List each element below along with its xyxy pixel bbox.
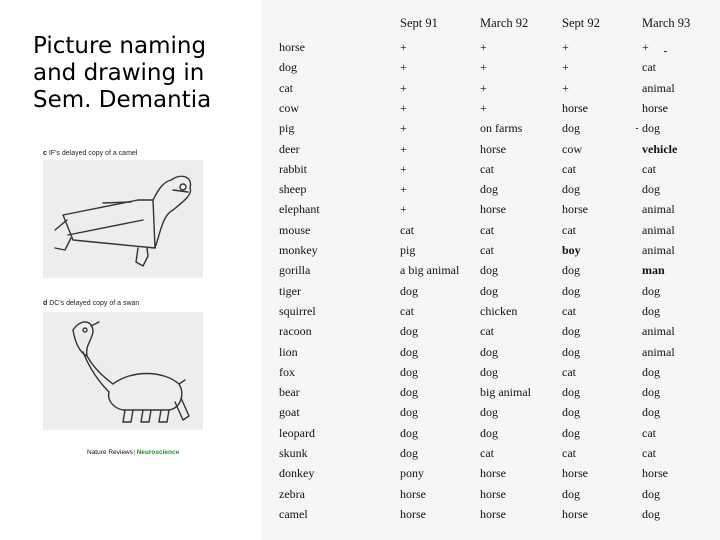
sept91-cell: cat xyxy=(400,304,414,318)
swan-drawing xyxy=(43,312,203,430)
sept92-cell: dog xyxy=(562,487,580,501)
sept92-cell: dog xyxy=(562,182,580,196)
march93-cell: cat xyxy=(642,60,656,74)
sept91-cell: + xyxy=(400,162,407,176)
item-name-cell: pig xyxy=(279,121,295,135)
march92-cell: dog xyxy=(480,365,498,379)
sept92-cell: + xyxy=(562,40,569,54)
march93-cell: horse xyxy=(642,466,668,480)
figure-c-caption-text: IF's delayed copy of a camel xyxy=(48,150,138,157)
sept91-cell: dog xyxy=(400,324,418,338)
slide-title: Picture naming and drawing in Sem. Demantia xyxy=(33,33,212,113)
march92-cell: horse xyxy=(480,507,506,521)
march92-cell: cat xyxy=(480,324,494,338)
camel-drawing-panel xyxy=(43,160,203,278)
sept92-cell: dog xyxy=(562,263,580,277)
sept92-cell: cat xyxy=(562,304,576,318)
march92-cell: dog xyxy=(480,182,498,196)
item-name-cell: dog xyxy=(279,60,297,74)
sept92-cell: dog xyxy=(562,385,580,399)
col-header-march92: March 92 xyxy=(480,16,529,30)
march93-cell: animal xyxy=(642,81,675,95)
march93-cell: vehicle xyxy=(642,142,678,156)
march92-cell: horse xyxy=(480,487,506,501)
march92-cell: cat xyxy=(480,162,494,176)
sept91-cell: dog xyxy=(400,345,418,359)
march93-cell: dog xyxy=(642,284,660,298)
sept91-cell: dog xyxy=(400,426,418,440)
march92-cell: cat xyxy=(480,243,494,257)
march93-cell: cat xyxy=(642,162,656,176)
march92-cell: horse xyxy=(480,142,506,156)
march92-cell: big animal xyxy=(480,385,531,399)
sept92-cell: boy xyxy=(562,243,581,257)
sept91-cell: + xyxy=(400,182,407,196)
march93-cell: horse xyxy=(642,101,668,115)
figure-c-caption xyxy=(43,150,137,157)
item-name-cell: squirrel xyxy=(279,304,316,318)
sept91-cell: dog xyxy=(400,365,418,379)
item-name-cell: tiger xyxy=(279,284,301,298)
march93-cell: animal xyxy=(642,202,675,216)
credit-journal: Neuroscience xyxy=(136,449,180,456)
sept92-cell: cat xyxy=(562,223,576,237)
item-name-cell: horse xyxy=(279,40,305,54)
sept92-cell: + xyxy=(562,60,569,74)
sept92-cell: cat xyxy=(562,365,576,379)
march92-cell: dog xyxy=(480,263,498,277)
item-name-cell: mouse xyxy=(279,223,311,237)
col-header-sept92: Sept 92 xyxy=(562,16,600,30)
naming-table xyxy=(261,0,720,540)
march92-cell: horse xyxy=(480,466,506,480)
march92-cell: dog xyxy=(480,284,498,298)
sept91-cell: dog xyxy=(400,446,418,460)
sept92-cell: horse xyxy=(562,101,588,115)
scan-mark xyxy=(636,128,638,129)
sept92-cell: cat xyxy=(562,446,576,460)
march93-cell: dog xyxy=(642,182,660,196)
item-name-cell: skunk xyxy=(279,446,308,460)
sept92-cell: dog xyxy=(562,426,580,440)
march93-cell: dog xyxy=(642,121,660,135)
item-name-cell: cat xyxy=(279,81,293,95)
credit-separator: | xyxy=(133,449,136,456)
march93-cell: man xyxy=(642,263,665,277)
march92-cell: + xyxy=(480,81,487,95)
scan-mark xyxy=(664,51,667,52)
march92-cell: dog xyxy=(480,426,498,440)
item-name-cell: donkey xyxy=(279,466,315,480)
march92-cell: dog xyxy=(480,405,498,419)
figure-d-caption xyxy=(43,300,139,307)
figure-credit xyxy=(87,449,179,456)
march92-cell: cat xyxy=(480,223,494,237)
item-name-cell: deer xyxy=(279,142,300,156)
sept92-cell: + xyxy=(562,81,569,95)
item-name-cell: monkey xyxy=(279,243,318,257)
item-name-cell: leopard xyxy=(279,426,315,440)
sept91-cell: pony xyxy=(400,466,424,480)
sept92-cell: dog xyxy=(562,324,580,338)
march92-cell: horse xyxy=(480,202,506,216)
sept92-cell: dog xyxy=(562,405,580,419)
march92-cell: + xyxy=(480,101,487,115)
sept91-cell: pig xyxy=(400,243,416,257)
figure-c-label: c xyxy=(43,150,47,157)
sept91-cell: a big animal xyxy=(400,263,460,277)
item-name-cell: sheep xyxy=(279,182,307,196)
sept92-cell: dog xyxy=(562,284,580,298)
sept92-cell: dog xyxy=(562,121,580,135)
figure-d-label: d xyxy=(43,300,48,307)
item-name-cell: rabbit xyxy=(279,162,307,176)
march93-cell: dog xyxy=(642,487,660,501)
march92-cell: + xyxy=(480,60,487,74)
credit-publisher: Nature Reviews xyxy=(87,449,133,456)
sept92-cell: cat xyxy=(562,162,576,176)
item-name-cell: elephant xyxy=(279,202,320,216)
sept92-cell: cow xyxy=(562,142,582,156)
item-name-cell: zebra xyxy=(279,487,305,501)
sept91-cell: dog xyxy=(400,385,418,399)
sept91-cell: dog xyxy=(400,405,418,419)
col-header-march93: March 93 xyxy=(642,16,691,30)
march93-cell: cat xyxy=(642,426,656,440)
march93-cell: animal xyxy=(642,223,675,237)
march93-cell: dog xyxy=(642,385,660,399)
sept92-cell: horse xyxy=(562,466,588,480)
item-name-cell: bear xyxy=(279,385,300,399)
sept91-cell: + xyxy=(400,101,407,115)
march93-cell: dog xyxy=(642,507,660,521)
sept92-cell: horse xyxy=(562,202,588,216)
item-name-cell: lion xyxy=(279,345,298,359)
march93-cell: + xyxy=(642,40,649,54)
item-name-cell: cow xyxy=(279,101,299,115)
sept91-cell: + xyxy=(400,121,407,135)
march93-cell: animal xyxy=(642,345,675,359)
col-header-sept91: Sept 91 xyxy=(400,16,438,30)
item-name-cell: racoon xyxy=(279,324,312,338)
march93-cell: dog xyxy=(642,365,660,379)
sept91-cell: horse xyxy=(400,507,426,521)
sept92-cell: dog xyxy=(562,345,580,359)
march93-cell: dog xyxy=(642,304,660,318)
sept91-cell: dog xyxy=(400,284,418,298)
march92-cell: dog xyxy=(480,345,498,359)
march93-cell: animal xyxy=(642,243,675,257)
sept91-cell: + xyxy=(400,81,407,95)
sept91-cell: horse xyxy=(400,487,426,501)
swan-drawing-panel xyxy=(43,312,203,430)
item-name-cell: fox xyxy=(279,365,295,379)
sept92-cell: horse xyxy=(562,507,588,521)
item-name-cell: goat xyxy=(279,405,300,419)
march93-cell: cat xyxy=(642,446,656,460)
sept91-cell: + xyxy=(400,142,407,156)
march93-cell: dog xyxy=(642,405,660,419)
march93-cell: animal xyxy=(642,324,675,338)
item-name-cell: camel xyxy=(279,507,308,521)
sept91-cell: + xyxy=(400,60,407,74)
march92-cell: on farms xyxy=(480,121,523,135)
march92-cell: + xyxy=(480,40,487,54)
march92-cell: cat xyxy=(480,446,494,460)
sept91-cell: cat xyxy=(400,223,414,237)
item-name-cell: gorilla xyxy=(279,263,311,277)
camel-drawing xyxy=(43,160,203,278)
march92-cell: chicken xyxy=(480,304,518,318)
sept91-cell: + xyxy=(400,40,407,54)
sept91-cell: + xyxy=(400,202,407,216)
figure-d-caption-text: DC's delayed copy of a swan xyxy=(49,300,140,307)
